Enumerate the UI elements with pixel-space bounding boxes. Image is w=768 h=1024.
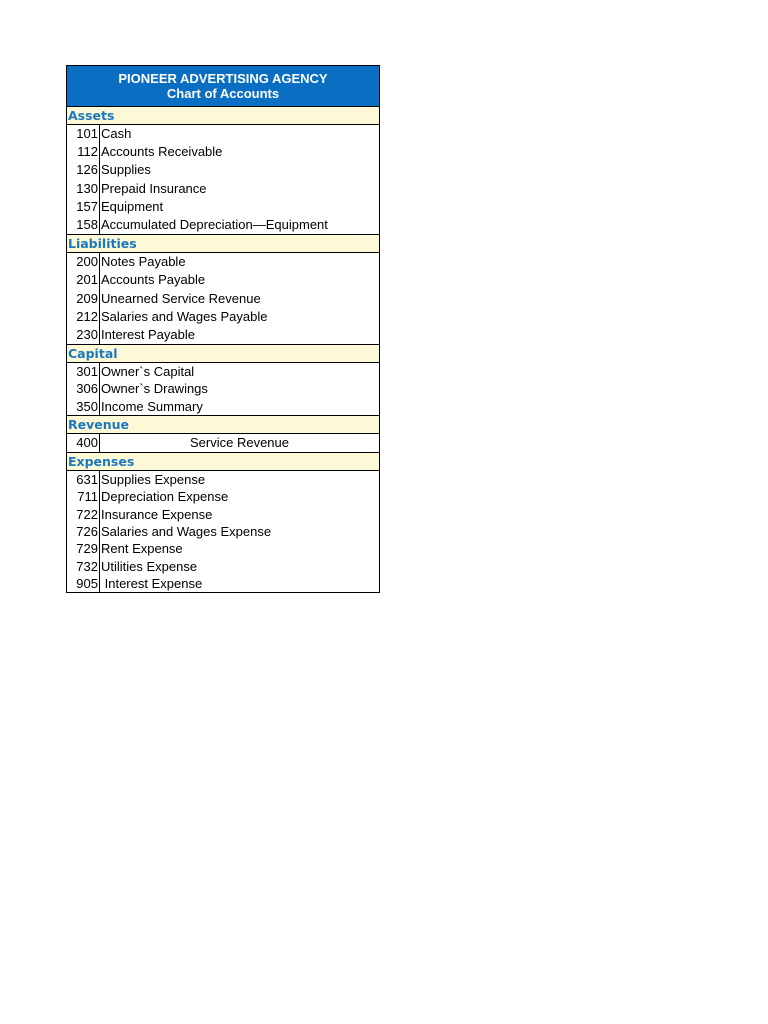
account-row[interactable] (67, 506, 379, 523)
section-rows-liabilities (67, 253, 379, 344)
account-row[interactable] (67, 380, 379, 397)
account-number[interactable]: 732 (67, 558, 100, 575)
company-name: PIONEER ADVERTISING AGENCY (118, 71, 328, 86)
account-row[interactable] (67, 143, 379, 161)
account-name[interactable]: Salaries and Wages Payable (101, 308, 268, 324)
account-number[interactable]: 722 (67, 506, 100, 523)
account-number[interactable]: 130 (67, 180, 100, 198)
section-header-assets[interactable]: Assets (67, 107, 379, 125)
account-row[interactable] (67, 398, 379, 415)
account-row[interactable] (67, 471, 379, 488)
account-number[interactable]: 350 (67, 398, 100, 415)
account-name[interactable]: Supplies (101, 162, 151, 178)
account-name[interactable]: Salaries and Wages Expense (101, 524, 272, 540)
section-rows-expenses (67, 471, 379, 592)
account-row[interactable] (67, 253, 379, 271)
section-header-expenses[interactable]: Expenses (67, 452, 379, 471)
section-header-capital[interactable]: Capital (67, 344, 379, 363)
account-name[interactable]: Insurance Expense (101, 506, 213, 522)
account-number[interactable]: 112 (67, 143, 100, 161)
account-number[interactable]: 200 (67, 253, 100, 271)
account-number[interactable]: 126 (67, 161, 100, 179)
account-row[interactable] (67, 198, 379, 216)
account-row[interactable] (67, 125, 379, 143)
account-number[interactable]: 201 (67, 271, 100, 289)
account-name[interactable]: Interest Expense (101, 575, 203, 591)
account-number[interactable]: 157 (67, 198, 100, 216)
account-name[interactable]: Accounts Receivable (101, 144, 223, 160)
table-subtitle: Chart of Accounts (166, 86, 280, 101)
account-name[interactable]: Notes Payable (101, 254, 186, 270)
account-number[interactable]: 711 (67, 488, 100, 505)
account-number[interactable]: 230 (67, 326, 100, 344)
account-row[interactable] (67, 180, 379, 198)
account-name[interactable]: Utilities Expense (101, 558, 198, 574)
account-name[interactable]: Accumulated Depreciation—Equipment (101, 216, 328, 232)
account-row[interactable] (67, 290, 379, 308)
account-number[interactable]: 301 (67, 363, 100, 380)
account-row[interactable] (67, 308, 379, 326)
account-name[interactable]: Cash (101, 126, 132, 141)
chart-of-accounts-table (66, 65, 380, 593)
account-name[interactable]: Owner`s Capital (101, 364, 195, 380)
account-row[interactable] (67, 540, 379, 557)
account-name[interactable]: Rent Expense (101, 541, 183, 557)
account-row[interactable] (67, 326, 379, 344)
account-name[interactable]: Accounts Payable (101, 272, 206, 288)
account-number[interactable]: 400 (67, 434, 100, 452)
account-number[interactable]: 306 (67, 380, 100, 397)
account-number[interactable]: 726 (67, 523, 100, 540)
account-row[interactable] (67, 363, 379, 380)
account-row[interactable] (67, 271, 379, 289)
account-row[interactable] (67, 161, 379, 179)
account-row[interactable] (67, 434, 379, 452)
section-rows-assets (67, 125, 379, 234)
account-number[interactable]: 101 (67, 125, 100, 143)
account-row[interactable] (67, 488, 379, 505)
account-number[interactable]: 631 (67, 471, 100, 488)
table-title-block (67, 66, 379, 107)
account-name[interactable]: Unearned Service Revenue (101, 290, 261, 306)
account-name[interactable]: Income Summary (101, 398, 203, 414)
account-number[interactable]: 209 (67, 290, 100, 308)
account-number[interactable]: 905 (67, 575, 100, 592)
account-name[interactable]: Owner`s Drawings (101, 381, 208, 397)
account-row[interactable] (67, 216, 379, 234)
account-name[interactable]: Equipment (101, 198, 164, 214)
account-row[interactable] (67, 575, 379, 592)
section-rows-revenue (67, 434, 379, 452)
section-rows-capital (67, 363, 379, 415)
account-number[interactable]: 212 (67, 308, 100, 326)
account-name[interactable]: Prepaid Insurance (101, 180, 207, 196)
account-name[interactable]: Depreciation Expense (101, 489, 229, 505)
account-number[interactable]: 729 (67, 540, 100, 557)
account-row[interactable] (67, 523, 379, 540)
account-number[interactable]: 158 (67, 216, 100, 234)
account-row[interactable] (67, 558, 379, 575)
account-name[interactable]: Service Revenue (190, 434, 289, 450)
account-name[interactable]: Supplies Expense (101, 472, 206, 488)
section-header-revenue[interactable]: Revenue (67, 415, 379, 434)
account-name[interactable]: Interest Payable (101, 326, 195, 342)
section-header-liabilities[interactable]: Liabilities (67, 234, 379, 253)
